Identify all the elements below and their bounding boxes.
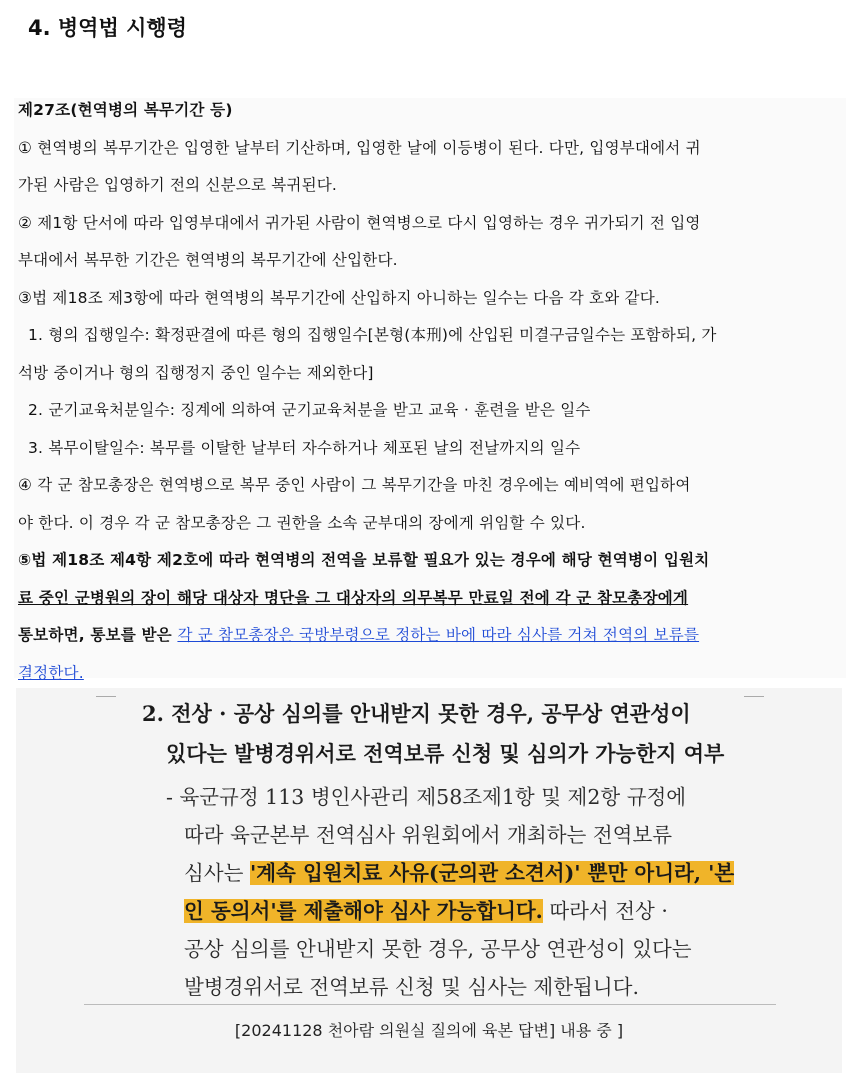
corner-mark xyxy=(744,696,764,697)
article-text xyxy=(18,92,842,692)
paragraph-5-link[interactable]: 각 군 참모총장은 국방부령으로 정하는 바에 따라 심사를 거쳐 전역의 보류를 xyxy=(177,626,700,644)
article-line: ① 현역병의 복무기간은 입영한 날부터 기산하며, 입영한 날에 이등병이 된다. 다만, 입영부대에서 귀 xyxy=(18,138,701,157)
article-title: 제27조(현역병의 복무기간 등) xyxy=(18,101,233,119)
article-line: 가된 사람은 입영하기 전의 신분으로 복귀된다. xyxy=(18,176,338,194)
scanned-excerpt xyxy=(16,688,842,1073)
paragraph-5-line: ⑤법 제18조 제4항 제2호에 따라 현역병의 전역을 보류할 필요가 있는 경우에 해당 현역병이 입원치 xyxy=(18,551,710,569)
answer-highlight: 인 동의서'를 제출해야 심사 가능합니다. xyxy=(184,899,543,923)
answer-text: 따라서 전상 · xyxy=(542,899,668,923)
article-line: 1. 형의 집행일수: 확정판결에 따른 형의 집행일수[본형(本刑)에 산입된 미결구금일수는 포함하되, 가 xyxy=(28,326,717,344)
source-caption: [20241128 천아람 의원실 질의에 육본 답변] 내용 중 ] xyxy=(234,1021,624,1040)
article-line: ② 제1항 단서에 따라 입영부대에서 귀가된 사람이 현역병으로 다시 입영하는 경우 귀가되기 전 입영 xyxy=(18,213,701,232)
paragraph-5-link[interactable]: 결정한다. xyxy=(18,663,84,682)
answer-highlight: '계속 입원치료 사유(군의관 소견서)' 뿐만 아니라, '본 xyxy=(249,861,735,885)
corner-mark xyxy=(96,696,116,697)
answer-line: 공상 심의를 안내받지 못한 경우, 공무상 연관성이 있다는 xyxy=(184,937,692,961)
paragraph-5-bold: 통보하면, 통보를 받은 xyxy=(18,626,178,644)
answer-line: - 육군규정 113 병인사관리 제58조제1항 및 제2항 규정에 xyxy=(166,785,687,809)
answer-line: 따라 육군본부 전역심사 위원회에서 개최하는 전역보류 xyxy=(184,823,673,847)
paragraph-5-line xyxy=(18,655,842,693)
question-line: 있다는 발병경위서로 전역보류 신청 및 심의가 가능한지 여부 xyxy=(166,741,725,766)
article-line: 부대에서 복무한 기간은 현역병의 복무기간에 산입한다. xyxy=(18,251,398,269)
article-line: ④ 각 군 참모총장은 현역병으로 복무 중인 사람이 그 복무기간을 마친 경우에는 예비역에 편입하여 xyxy=(18,476,691,494)
divider xyxy=(84,1004,776,1005)
article-line: 2. 군기교육처분일수: 징계에 의하여 군기교육처분을 받고 교육 · 훈련을 받은 일수 xyxy=(28,401,591,419)
answer-line: 발병경위서로 전역보류 신청 및 심사는 제한됩니다. xyxy=(184,975,639,999)
question-line: 2. 전상 · 공상 심의를 안내받지 못한 경우, 공무상 연관성이 xyxy=(142,701,691,726)
section-heading: 4. 병역법 시행령 xyxy=(28,16,187,40)
article-line: 야 한다. 이 경우 각 군 참모총장은 그 권한을 소속 군부대의 장에게 위임할 수 있다. xyxy=(18,513,586,532)
article-line: ③법 제18조 제3항에 따라 현역병의 복무기간에 산입하지 아니하는 일수는 다음 각 호와 같다. xyxy=(18,288,660,307)
answer-line xyxy=(184,894,668,924)
article-line: 석방 중이거나 형의 집행정지 중인 일수는 제외한다] xyxy=(18,363,374,382)
answer-line xyxy=(184,856,734,886)
article-line: 3. 복무이탈일수: 복무를 이탈한 날부터 자수하거나 체포된 날의 전날까지의 일수 xyxy=(28,438,581,457)
paragraph-5-underlined: 료 중인 군병원의 장이 해당 대상자 명단을 그 대상자의 의무복무 만료일 전에 각 군 참모총장에게 xyxy=(18,588,689,607)
paragraph-5-line xyxy=(18,580,842,618)
paragraph-5-line xyxy=(18,617,842,655)
answer-text: 심사는 xyxy=(184,861,250,885)
